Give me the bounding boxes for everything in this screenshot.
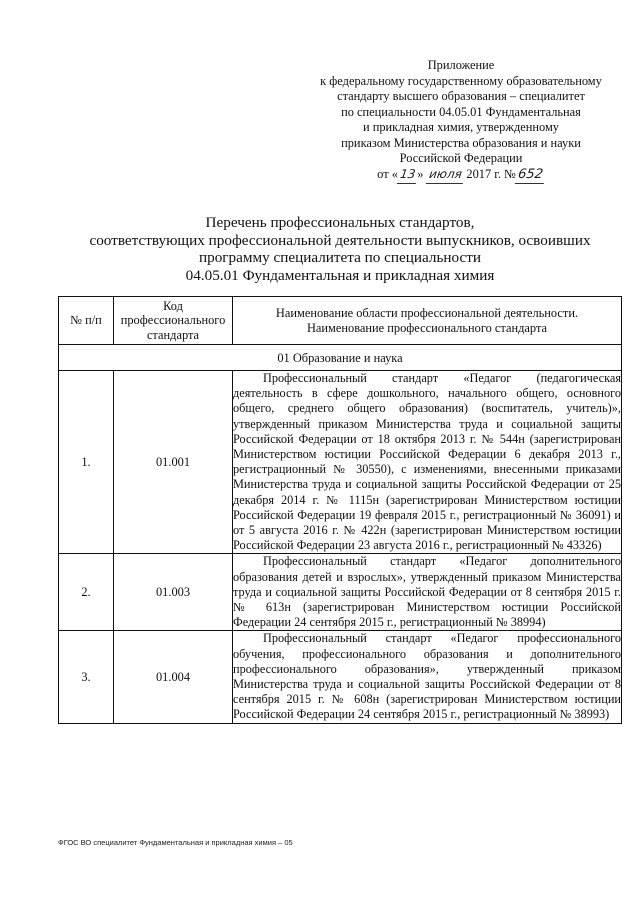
row-code: 01.003 xyxy=(114,554,233,631)
appendix-line: приказом Министерства образования и науки xyxy=(341,135,581,150)
standards-table xyxy=(58,296,622,724)
header-name-line2: Наименование профессионального стандарта xyxy=(306,320,548,335)
header-code: Код профессионального стандарта xyxy=(114,297,233,345)
table-header-row xyxy=(59,297,622,345)
order-year-text: 2017 г. № xyxy=(466,166,516,181)
row-description-text: Профессиональный стандарт «Педагог профессионального обучения, профессионального образования и дополнительного профессионального образования», утвержденный приказом Министерства труда и социальной защиты Российской Федерации от 8 сентября 2015 г. № 608н (зарегистрирован Министерством юстиции Российской Федерации 24 сентября 2015 г., регистрационный № 38993) xyxy=(233,631,621,722)
order-month-handwritten: июля xyxy=(425,167,464,184)
title-line: соответствующих профессиональной деятельности выпускников, освоивших xyxy=(89,231,591,249)
row-description-text: Профессиональный стандарт «Педагог (педагогическая деятельность в сфере дошкольного, начального общего, основного общего, среднего общего образования) (воспитатель, учитель)», утвержденный приказом Министерства труда и социальной защиты Российской Федерации от 18 октября 2013 г. № 544н (зарегистрирован Министерством юстиции Российской Федерации 6 декабря 2013 г., регистрационный № 30550), с изменениями, внесенными приказами Министерства труда и социальной защиты Российской Федерации от 25 декабря 2014 г. № 1115н (зарегистрирован Министерством юстиции Российской Федерации 19 февраля 2015 г., регистрационный № 36091) и от 5 августа 2016 г. № 422н (зарегистрирован Министерством юстиции Российской Федерации 23 августа 2016 г., регистрационный № 43326) xyxy=(233,371,621,553)
appendix-header xyxy=(300,58,622,183)
header-name xyxy=(233,297,622,345)
order-day-handwritten: 13 xyxy=(397,167,419,184)
title-line: 04.05.01 Фундаментальная и прикладная химия xyxy=(185,266,495,284)
order-date-line xyxy=(300,167,622,184)
table-row xyxy=(59,554,622,631)
table-row xyxy=(59,371,622,554)
appendix-line: к федеральному государственному образовательному xyxy=(320,73,602,88)
row-description xyxy=(233,631,622,723)
document-title xyxy=(60,214,620,284)
appendix-line: стандарту высшего образования – специалитет xyxy=(337,89,585,103)
row-number: 2. xyxy=(59,554,114,631)
table-row xyxy=(59,631,622,723)
row-description xyxy=(233,371,622,554)
header-number: № п/п xyxy=(59,297,114,345)
title-line: программу специалитета по специальности xyxy=(198,249,482,266)
title-line: Перечень профессиональных стандартов, xyxy=(205,214,475,231)
row-description xyxy=(233,554,622,631)
appendix-line: по специальности 04.05.01 Фундаментальная xyxy=(341,104,581,119)
order-quote-close: » xyxy=(417,166,424,181)
order-number-handwritten: 652 xyxy=(515,167,546,184)
row-description-text: Профессиональный стандарт «Педагог дополнительного образования детей и взрослых», утвержденный приказом Министерства труда и социальной защиты Российской Федерации от 8 сентября 2015 г. № 613н (зарегистрирован Министерством юстиции Российской Федерации 24 сентября 2015 г., регистрационный № 38994) xyxy=(233,554,621,630)
appendix-line: и прикладная химия, утвержденному xyxy=(362,120,560,134)
appendix-title: Приложение xyxy=(427,58,495,72)
row-number: 3. xyxy=(59,631,114,723)
section-title: 01 Образование и наука xyxy=(59,345,622,371)
row-code: 01.001 xyxy=(114,371,233,554)
page-footer: ФГОС ВО специалитет Фундаментальная и прикладная химия – 05 xyxy=(58,838,293,847)
row-number: 1. xyxy=(59,371,114,554)
order-prefix: от « xyxy=(377,166,398,181)
section-row xyxy=(59,345,622,371)
row-code: 01.004 xyxy=(114,631,233,723)
header-name-line1: Наименование области профессиональной деятельности. xyxy=(275,306,579,320)
appendix-line: Российской Федерации xyxy=(399,151,523,165)
